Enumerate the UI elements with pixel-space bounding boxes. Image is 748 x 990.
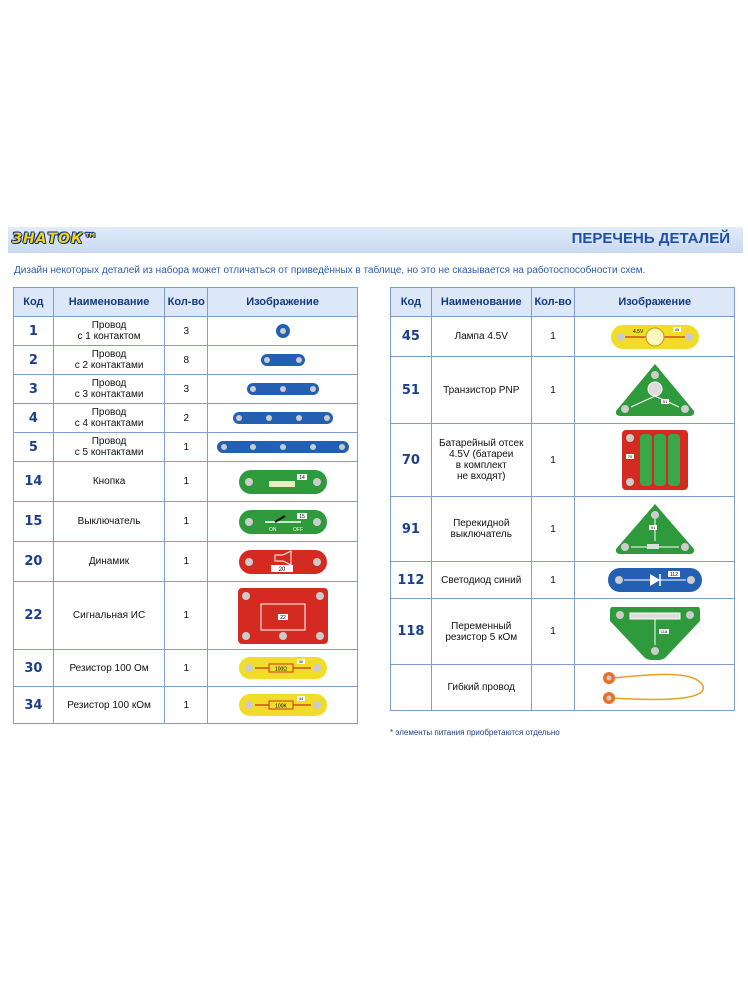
part-name: Лампа 4.5V — [431, 317, 531, 357]
part-qty: 1 — [531, 317, 575, 357]
table-row — [14, 542, 358, 582]
col-name: Наименование — [53, 288, 165, 317]
part-image — [208, 317, 358, 346]
wire-3-contacts-icon — [244, 379, 322, 399]
part-image — [575, 562, 735, 599]
part-qty: 1 — [531, 497, 575, 562]
part-qty: 1 — [165, 502, 208, 542]
part-image — [208, 404, 358, 433]
part-name: Провод с 4 контактами — [53, 404, 165, 433]
col-qty: Кол-во — [531, 288, 575, 317]
footnote: * элементы питания приобретаются отдельно — [390, 728, 560, 737]
part-qty: 1 — [531, 562, 575, 599]
table-row — [14, 582, 358, 650]
part-code: 30 — [14, 650, 54, 687]
part-code: 3 — [14, 375, 54, 404]
lamp-part-label: 45 — [674, 326, 679, 332]
part-code: 45 — [391, 317, 432, 357]
variable-resistor-icon — [608, 603, 702, 661]
table-row — [391, 599, 735, 665]
button-part-label: 14 — [298, 474, 305, 481]
part-image — [575, 424, 735, 497]
wire-2-contacts-icon — [258, 350, 308, 370]
part-qty: 8 — [165, 346, 208, 375]
table-row — [391, 497, 735, 562]
intro-note: Дизайн некоторых деталей из набора может отличаться от приведённых в таблице, но это не сказывается на работоспособности схем. — [14, 265, 646, 276]
part-code: 118 — [391, 599, 432, 665]
part-name: Светодиод синий — [431, 562, 531, 599]
part-image — [575, 599, 735, 665]
speaker-part-label: 20 — [278, 566, 285, 573]
table-row — [14, 404, 358, 433]
part-code — [391, 665, 432, 711]
part-image — [208, 650, 358, 687]
part-image — [575, 497, 735, 562]
part-qty — [531, 665, 575, 711]
speaker-part-icon — [237, 547, 329, 577]
part-code: 15 — [14, 502, 54, 542]
part-code: 2 — [14, 346, 54, 375]
part-code: 112 — [391, 562, 432, 599]
part-image — [208, 687, 358, 724]
part-image — [208, 433, 358, 462]
part-code: 14 — [14, 462, 54, 502]
flexible-wire-icon — [595, 668, 715, 708]
table-row — [14, 650, 358, 687]
toggle-switch-label: 91 — [650, 525, 655, 530]
part-image — [208, 582, 358, 650]
part-name: Провод с 3 контактами — [53, 375, 165, 404]
switch-part-icon — [237, 507, 329, 537]
part-name: Динамик — [53, 542, 165, 582]
resistor-100-kohm-icon — [237, 692, 329, 718]
part-code: 34 — [14, 687, 54, 724]
table-row — [14, 433, 358, 462]
col-image: Изображение — [208, 288, 358, 317]
part-name: Сигнальная ИС — [53, 582, 165, 650]
part-qty: 1 — [165, 462, 208, 502]
table-row — [391, 665, 735, 711]
toggle-switch-icon — [613, 501, 697, 557]
part-image — [208, 542, 358, 582]
part-image — [575, 317, 735, 357]
table-row — [391, 562, 735, 599]
table-row — [14, 375, 358, 404]
part-name: Резистор 100 кОм — [53, 687, 165, 724]
table-row — [14, 502, 358, 542]
battery-holder-icon — [620, 428, 690, 492]
part-name: Резистор 100 Ом — [53, 650, 165, 687]
col-qty: Кол-во — [165, 288, 208, 317]
col-name: Наименование — [431, 288, 531, 317]
part-name: Батарейный отсек 4.5V (батареи в комплект не входят) — [431, 424, 531, 497]
resistor-100-ohm-icon — [237, 655, 329, 681]
signal-ic-part-icon — [236, 586, 330, 646]
part-qty: 1 — [165, 542, 208, 582]
brand-logo: ЗНАТОК™ — [12, 231, 99, 247]
part-image — [575, 665, 735, 711]
part-name: Переменный резистор 5 кОм — [431, 599, 531, 665]
lamp-voltage-label: 4.5V — [632, 328, 643, 335]
variable-resistor-label: 118 — [660, 628, 667, 634]
table-row — [391, 357, 735, 424]
table-row — [14, 346, 358, 375]
page-title: ПЕРЕЧЕНЬ ДЕТАЛЕЙ — [571, 230, 730, 247]
transistor-pnp-icon — [613, 361, 697, 419]
resistor-30-value: 100Ω — [274, 666, 287, 673]
part-image — [208, 375, 358, 404]
part-image — [208, 462, 358, 502]
part-code: 5 — [14, 433, 54, 462]
lamp-part-icon — [609, 322, 701, 352]
table-header-row — [391, 288, 735, 317]
parts-table-left — [13, 287, 358, 724]
part-qty: 1 — [531, 599, 575, 665]
switch-on-label: ON — [268, 526, 277, 533]
part-code: 70 — [391, 424, 432, 497]
signal-ic-label: 22 — [279, 614, 286, 621]
wire-1-contact-icon — [268, 321, 298, 341]
switch-part-label: 15 — [298, 513, 305, 520]
table-row — [391, 317, 735, 357]
part-code: 1 — [14, 317, 54, 346]
col-image: Изображение — [575, 288, 735, 317]
table-row — [14, 317, 358, 346]
table-row — [14, 687, 358, 724]
part-image — [208, 346, 358, 375]
part-qty: 3 — [165, 317, 208, 346]
battery-part-label: 70 — [627, 454, 632, 459]
part-qty: 3 — [165, 375, 208, 404]
part-name: Перекидной выключатель — [431, 497, 531, 562]
transistor-part-label: 51 — [662, 399, 667, 404]
parts-table-right — [390, 287, 735, 711]
button-part-icon — [237, 467, 329, 497]
wire-5-contacts-icon — [214, 437, 352, 457]
part-qty: 1 — [165, 687, 208, 724]
part-name: Кнопка — [53, 462, 165, 502]
blue-led-icon — [606, 566, 704, 594]
part-image — [575, 357, 735, 424]
table-row — [391, 424, 735, 497]
table-row — [14, 462, 358, 502]
switch-off-label: OFF — [292, 526, 303, 533]
col-code: Код — [391, 288, 432, 317]
part-name: Провод с 2 контактами — [53, 346, 165, 375]
part-code: 4 — [14, 404, 54, 433]
part-qty: 1 — [165, 582, 208, 650]
led-part-label: 112 — [669, 572, 678, 578]
part-image — [208, 502, 358, 542]
part-code: 20 — [14, 542, 54, 582]
part-code: 91 — [391, 497, 432, 562]
part-qty: 1 — [531, 357, 575, 424]
part-name: Транзистор PNP — [431, 357, 531, 424]
part-code: 22 — [14, 582, 54, 650]
part-qty: 1 — [165, 650, 208, 687]
part-code: 51 — [391, 357, 432, 424]
resistor-34-value: 100K — [274, 703, 287, 710]
part-name: Провод с 1 контактом — [53, 317, 165, 346]
part-qty: 1 — [531, 424, 575, 497]
table-header-row — [14, 288, 358, 317]
wire-4-contacts-icon — [230, 408, 336, 428]
part-name: Провод с 5 контактами — [53, 433, 165, 462]
part-name: Выключатель — [53, 502, 165, 542]
resistor-30-label: 30 — [298, 659, 303, 664]
part-qty: 1 — [165, 433, 208, 462]
part-qty: 2 — [165, 404, 208, 433]
col-code: Код — [14, 288, 54, 317]
part-name: Гибкий провод — [431, 665, 531, 711]
resistor-34-label: 34 — [298, 696, 303, 701]
